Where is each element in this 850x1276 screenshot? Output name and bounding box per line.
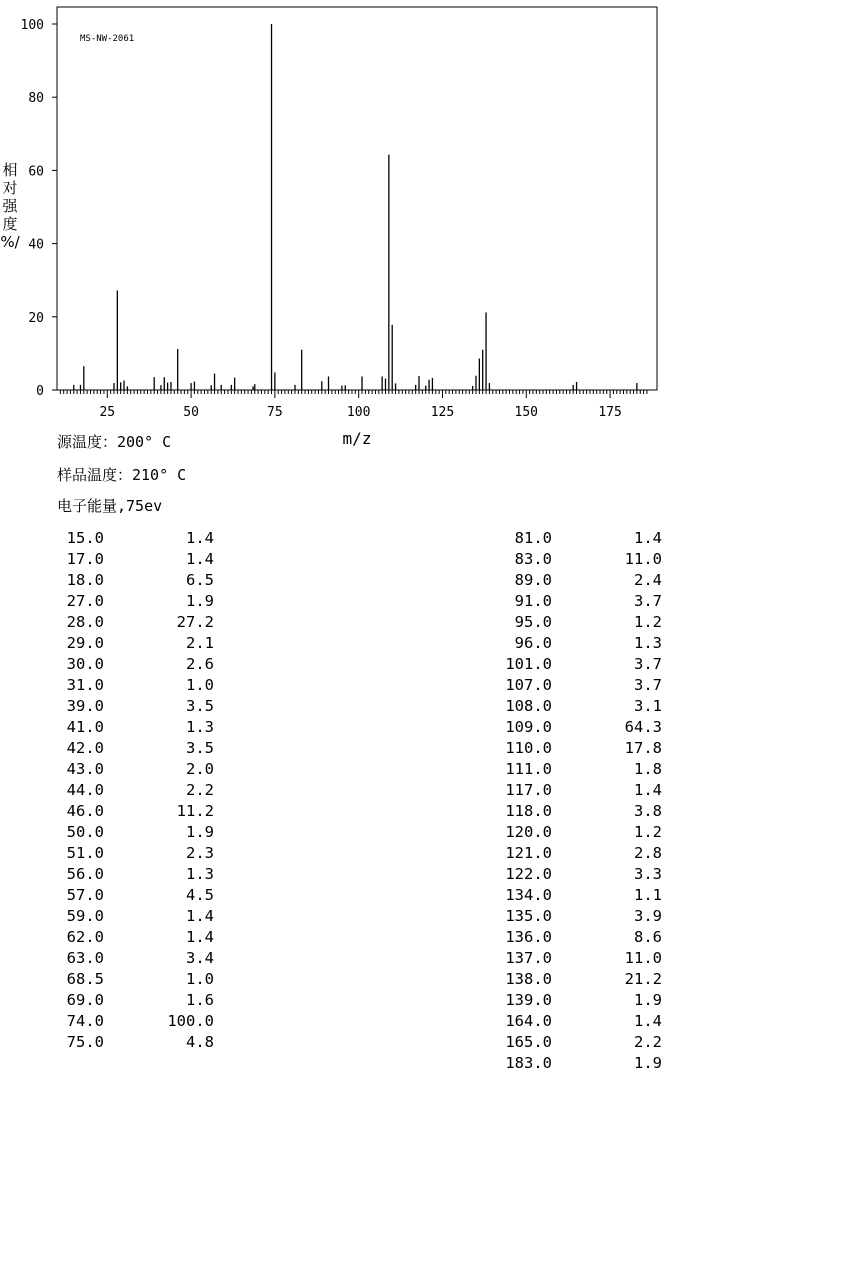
y-axis-label: 强: [2, 197, 18, 215]
mz-value: 117.0: [505, 781, 552, 799]
peak-row: [57, 591, 217, 612]
mz-value: 118.0: [505, 802, 552, 820]
electron-energy: 电子能量,75ev: [57, 497, 163, 515]
y-tick-label: 80: [28, 91, 44, 107]
intensity-value: 2.0: [186, 760, 214, 778]
x-tick-label: 125: [430, 405, 455, 420]
mz-value: 69.0: [66, 991, 104, 1009]
mz-value: 56.0: [66, 865, 104, 883]
sample-temperature: 样品温度：210° C: [57, 466, 187, 484]
peak-row: [57, 612, 217, 633]
intensity-value: 4.5: [186, 886, 214, 904]
intensity-value: 11.0: [624, 550, 662, 568]
mz-value: 108.0: [505, 697, 552, 715]
intensity-value: 1.8: [634, 760, 662, 778]
plot-frame: [57, 7, 657, 390]
peak-row: [495, 675, 667, 696]
mz-value: 139.0: [505, 991, 552, 1009]
mz-value: 39.0: [66, 697, 104, 715]
mz-value: 57.0: [66, 886, 104, 904]
intensity-value: 3.7: [634, 655, 662, 673]
mz-value: 59.0: [66, 907, 104, 925]
peak-row: [495, 759, 667, 780]
mz-value: 50.0: [66, 823, 104, 841]
mz-value: 165.0: [505, 1033, 552, 1051]
mz-value: 136.0: [505, 928, 552, 946]
peak-row: [57, 927, 217, 948]
mz-value: 89.0: [514, 571, 552, 589]
intensity-value: 3.7: [634, 676, 662, 694]
intensity-value: 2.2: [634, 1033, 662, 1051]
peak-row: [57, 759, 217, 780]
mz-value: 42.0: [66, 739, 104, 757]
x-tick-label: 50: [183, 405, 199, 420]
mz-value: 74.0: [66, 1012, 104, 1030]
intensity-value: 1.9: [186, 592, 214, 610]
mz-value: 18.0: [66, 571, 104, 589]
intensity-value: 2.4: [634, 571, 662, 589]
peak-row: [57, 948, 217, 969]
peak-row: [495, 612, 667, 633]
mz-value: 51.0: [66, 844, 104, 862]
intensity-value: 3.9: [634, 907, 662, 925]
x-axis-label: m/z: [342, 429, 372, 448]
mz-value: 31.0: [66, 676, 104, 694]
peak-row: [57, 717, 217, 738]
peak-row: [495, 570, 667, 591]
mz-value: 101.0: [505, 655, 552, 673]
peak-row: [495, 591, 667, 612]
intensity-value: 1.4: [186, 928, 214, 946]
peak-row: [495, 1011, 667, 1032]
peak-row: [495, 990, 667, 1011]
mz-value: 164.0: [505, 1012, 552, 1030]
intensity-value: 1.3: [186, 865, 214, 883]
peak-row: [495, 633, 667, 654]
intensity-value: 2.6: [186, 655, 214, 673]
peak-row: [57, 780, 217, 801]
intensity-value: 2.2: [186, 781, 214, 799]
peak-row: [57, 906, 217, 927]
intensity-value: 3.5: [186, 697, 214, 715]
peak-row: [495, 801, 667, 822]
mz-value: 62.0: [66, 928, 104, 946]
intensity-value: 3.8: [634, 802, 662, 820]
intensity-value: 3.5: [186, 739, 214, 757]
mz-value: 91.0: [514, 592, 552, 610]
peak-row: [495, 654, 667, 675]
peak-row: [57, 654, 217, 675]
intensity-value: 100.0: [167, 1012, 214, 1030]
mz-value: 27.0: [66, 592, 104, 610]
y-axis-label: 度: [2, 215, 18, 233]
peak-row: [495, 885, 667, 906]
mz-value: 135.0: [505, 907, 552, 925]
intensity-value: 2.8: [634, 844, 662, 862]
x-tick-label: 100: [346, 405, 371, 420]
mz-value: 111.0: [505, 760, 552, 778]
peak-row: [57, 696, 217, 717]
intensity-value: 8.6: [634, 928, 662, 946]
mz-value: 15.0: [66, 529, 104, 547]
peak-row: [495, 780, 667, 801]
intensity-value: 2.3: [186, 844, 214, 862]
mz-value: 63.0: [66, 949, 104, 967]
intensity-value: 1.3: [634, 634, 662, 652]
intensity-value: 1.4: [634, 781, 662, 799]
peak-row: [495, 822, 667, 843]
peak-row: [495, 843, 667, 864]
intensity-value: 1.9: [634, 991, 662, 1009]
peak-row: [57, 633, 217, 654]
peak-row: [495, 1053, 667, 1074]
intensity-value: 1.9: [634, 1054, 662, 1072]
peak-row: [57, 1032, 217, 1053]
intensity-value: 1.9: [186, 823, 214, 841]
mz-value: 96.0: [514, 634, 552, 652]
peak-table-left: [57, 528, 217, 1053]
intensity-value: 6.5: [186, 571, 214, 589]
peak-row: [57, 549, 217, 570]
mz-value: 109.0: [505, 718, 552, 736]
y-axis-label: 对: [2, 179, 18, 197]
mz-value: 29.0: [66, 634, 104, 652]
y-tick-label: 60: [28, 164, 44, 180]
intensity-value: 3.3: [634, 865, 662, 883]
peak-row: [57, 822, 217, 843]
mz-value: 46.0: [66, 802, 104, 820]
mz-value: 75.0: [66, 1033, 104, 1051]
peak-row: [57, 1011, 217, 1032]
peak-row: [57, 990, 217, 1011]
intensity-value: 1.0: [186, 970, 214, 988]
mz-value: 137.0: [505, 949, 552, 967]
peak-table-right: [495, 528, 667, 1074]
intensity-value: 1.1: [634, 886, 662, 904]
intensity-value: 1.6: [186, 991, 214, 1009]
peak-row: [57, 969, 217, 990]
intensity-value: 21.2: [624, 970, 662, 988]
peak-row: [495, 549, 667, 570]
mz-value: 134.0: [505, 886, 552, 904]
intensity-value: 1.4: [186, 529, 214, 547]
y-tick-label: 0: [36, 384, 44, 399]
x-tick-label: 150: [514, 405, 539, 420]
mz-value: 138.0: [505, 970, 552, 988]
y-axis-label: 相: [2, 161, 18, 179]
peak-row: [495, 528, 667, 549]
intensity-value: 17.8: [624, 739, 662, 757]
intensity-value: 1.2: [634, 613, 662, 631]
peak-row: [495, 738, 667, 759]
mz-value: 121.0: [505, 844, 552, 862]
mz-value: 120.0: [505, 823, 552, 841]
y-axis-label: %/: [0, 233, 20, 251]
intensity-value: 2.1: [186, 634, 214, 652]
mz-value: 17.0: [66, 550, 104, 568]
peak-row: [495, 1032, 667, 1053]
mz-value: 68.5: [66, 970, 104, 988]
peak-row: [495, 927, 667, 948]
intensity-value: 3.7: [634, 592, 662, 610]
peak-row: [495, 948, 667, 969]
y-tick-label: 100: [20, 18, 44, 33]
intensity-value: 1.4: [634, 529, 662, 547]
mz-value: 81.0: [514, 529, 552, 547]
intensity-value: 1.4: [186, 907, 214, 925]
intensity-value: 27.2: [176, 613, 214, 631]
peak-row: [495, 717, 667, 738]
source-temperature: 源温度：200° C: [57, 433, 172, 451]
intensity-value: 1.4: [186, 550, 214, 568]
peak-row: [57, 738, 217, 759]
y-tick-label: 40: [28, 237, 44, 253]
peak-row: [57, 570, 217, 591]
mz-value: 28.0: [66, 613, 104, 631]
peak-row: [57, 801, 217, 822]
peak-row: [495, 696, 667, 717]
peak-row: [495, 969, 667, 990]
peak-row: [57, 885, 217, 906]
mz-value: 110.0: [505, 739, 552, 757]
mz-value: 122.0: [505, 865, 552, 883]
intensity-value: 64.3: [624, 718, 662, 736]
peak-row: [57, 528, 217, 549]
mz-value: 30.0: [66, 655, 104, 673]
peak-row: [57, 864, 217, 885]
intensity-value: 1.2: [634, 823, 662, 841]
mz-value: 95.0: [514, 613, 552, 631]
peak-row: [495, 864, 667, 885]
intensity-value: 1.3: [186, 718, 214, 736]
mz-value: 44.0: [66, 781, 104, 799]
x-tick-label: 25: [99, 405, 116, 420]
mz-value: 183.0: [505, 1054, 552, 1072]
mz-value: 83.0: [514, 550, 552, 568]
mass-spectrum-chart: [0, 0, 850, 455]
intensity-value: 1.4: [634, 1012, 662, 1030]
intensity-value: 3.4: [186, 949, 214, 967]
intensity-value: 1.0: [186, 676, 214, 694]
y-tick-label: 20: [28, 310, 44, 326]
peak-row: [57, 675, 217, 696]
intensity-value: 3.1: [634, 697, 662, 715]
peak-row: [57, 843, 217, 864]
mz-value: 43.0: [66, 760, 104, 778]
intensity-value: 11.0: [624, 949, 662, 967]
x-tick-label: 175: [598, 405, 622, 420]
peak-row: [495, 906, 667, 927]
mz-value: 41.0: [66, 718, 104, 736]
mz-value: 107.0: [505, 676, 552, 694]
intensity-value: 11.2: [176, 802, 214, 820]
sample-id: MS-NW-2061: [80, 34, 135, 44]
intensity-value: 4.8: [186, 1033, 214, 1051]
x-tick-label: 75: [267, 405, 283, 420]
